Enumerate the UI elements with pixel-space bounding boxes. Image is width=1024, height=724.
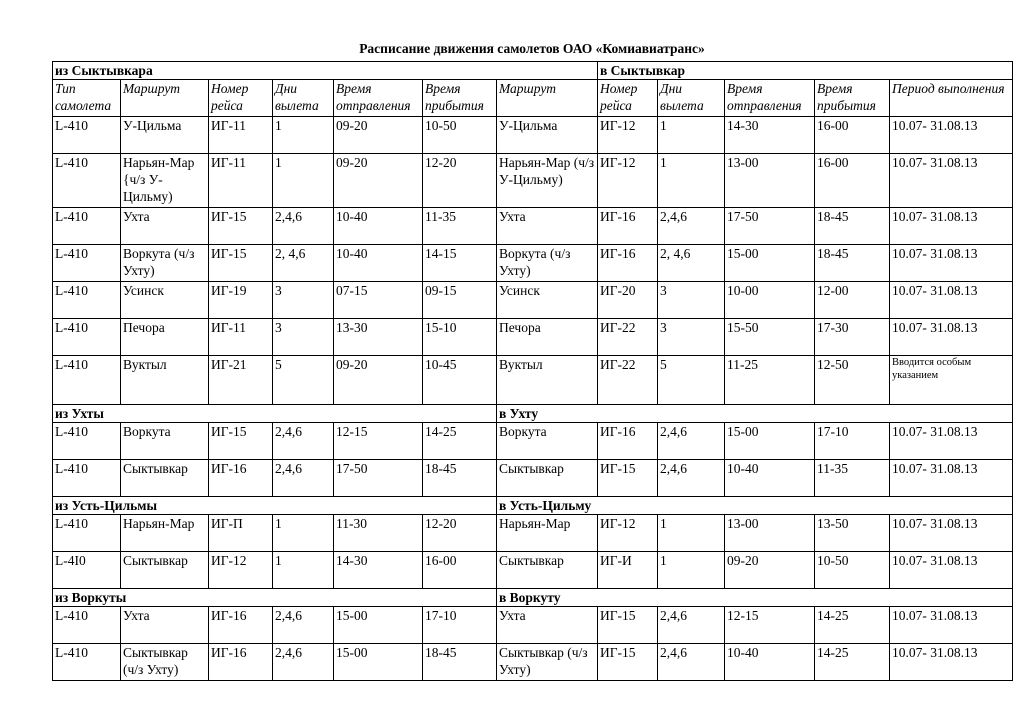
table-row bbox=[53, 319, 1013, 356]
days-cell: 5 bbox=[273, 356, 334, 405]
flight-number-cell: ИГ-19 bbox=[209, 282, 273, 319]
section-header-row bbox=[53, 405, 1013, 423]
return-departure-time-cell: 14-30 bbox=[725, 117, 815, 154]
aircraft-type-cell: L-410 bbox=[53, 208, 121, 245]
departure-time-cell: 17-50 bbox=[334, 460, 423, 497]
arrival-time-cell: 17-10 bbox=[423, 607, 497, 644]
arrival-time-cell: 11-35 bbox=[423, 208, 497, 245]
return-flight-number-cell: ИГ-И bbox=[598, 552, 658, 589]
days-cell: 3 bbox=[273, 282, 334, 319]
flight-number-cell: ИГ-16 bbox=[209, 607, 273, 644]
table-row bbox=[53, 208, 1013, 245]
aircraft-type-cell: L-410 bbox=[53, 117, 121, 154]
return-days-cell: 1 bbox=[658, 515, 725, 552]
section-to-label: в Усть-Цильму bbox=[497, 497, 1013, 515]
days-cell: 1 bbox=[273, 552, 334, 589]
return-route-cell: Воркута (ч/з Ухту) bbox=[497, 245, 598, 282]
return-route-cell: Нарьян-Мар (ч/з У-Цильму) bbox=[497, 154, 598, 208]
route-cell: Воркута (ч/з Ухту) bbox=[121, 245, 209, 282]
return-flight-number-cell: ИГ-12 bbox=[598, 515, 658, 552]
period-cell: 10.07- 31.08.13 bbox=[890, 644, 1013, 681]
column-header: Время отправления bbox=[725, 80, 815, 117]
flight-number-cell: ИГ-12 bbox=[209, 552, 273, 589]
section-from-label: из Усть-Цильмы bbox=[53, 497, 497, 515]
return-departure-time-cell: 10-40 bbox=[725, 644, 815, 681]
arrival-time-cell: 12-20 bbox=[423, 515, 497, 552]
return-route-cell: Сыктывкар bbox=[497, 460, 598, 497]
table-row bbox=[53, 245, 1013, 282]
flight-number-cell: ИГ-15 bbox=[209, 423, 273, 460]
return-route-cell: Ухта bbox=[497, 607, 598, 644]
return-days-cell: 2, 4,6 bbox=[658, 245, 725, 282]
flight-number-cell: ИГ-15 bbox=[209, 245, 273, 282]
return-arrival-time-cell: 14-25 bbox=[815, 644, 890, 681]
route-cell: У-Цильма bbox=[121, 117, 209, 154]
arrival-time-cell: 14-15 bbox=[423, 245, 497, 282]
aircraft-type-cell: L-410 bbox=[53, 607, 121, 644]
return-flight-number-cell: ИГ-15 bbox=[598, 460, 658, 497]
days-cell: 3 bbox=[273, 319, 334, 356]
return-days-cell: 2,4,6 bbox=[658, 644, 725, 681]
column-header: Номер рейса bbox=[209, 80, 273, 117]
period-cell: 10.07- 31.08.13 bbox=[890, 607, 1013, 644]
return-arrival-time-cell: 10-50 bbox=[815, 552, 890, 589]
return-departure-time-cell: 15-00 bbox=[725, 423, 815, 460]
period-cell: 10.07- 31.08.13 bbox=[890, 245, 1013, 282]
flight-number-cell: ИГ-11 bbox=[209, 117, 273, 154]
period-cell: 10.07- 31.08.13 bbox=[890, 423, 1013, 460]
return-arrival-time-cell: 17-10 bbox=[815, 423, 890, 460]
period-cell: 10.07- 31.08.13 bbox=[890, 319, 1013, 356]
table-row bbox=[53, 644, 1013, 681]
aircraft-type-cell: L-410 bbox=[53, 154, 121, 208]
return-days-cell: 2,4,6 bbox=[658, 423, 725, 460]
departure-time-cell: 12-15 bbox=[334, 423, 423, 460]
column-header: Номер рейса bbox=[598, 80, 658, 117]
return-route-cell: Сыктывкар bbox=[497, 552, 598, 589]
return-departure-time-cell: 12-15 bbox=[725, 607, 815, 644]
return-route-cell: Вуктыл bbox=[497, 356, 598, 405]
arrival-time-cell: 15-10 bbox=[423, 319, 497, 356]
arrival-time-cell: 10-45 bbox=[423, 356, 497, 405]
arrival-time-cell: 18-45 bbox=[423, 460, 497, 497]
column-header: Время прибытия bbox=[423, 80, 497, 117]
return-route-cell: У-Цильма bbox=[497, 117, 598, 154]
aircraft-type-cell: L-410 bbox=[53, 282, 121, 319]
days-cell: 2,4,6 bbox=[273, 460, 334, 497]
aircraft-type-cell: L-410 bbox=[53, 515, 121, 552]
flight-number-cell: ИГ-11 bbox=[209, 319, 273, 356]
route-cell: Ухта bbox=[121, 208, 209, 245]
return-arrival-time-cell: 13-50 bbox=[815, 515, 890, 552]
arrival-time-cell: 10-50 bbox=[423, 117, 497, 154]
return-flight-number-cell: ИГ-22 bbox=[598, 319, 658, 356]
return-departure-time-cell: 10-00 bbox=[725, 282, 815, 319]
return-flight-number-cell: ИГ-12 bbox=[598, 154, 658, 208]
departure-time-cell: 09-20 bbox=[334, 117, 423, 154]
period-cell: 10.07- 31.08.13 bbox=[890, 552, 1013, 589]
period-cell: Вводится особым указанием bbox=[890, 356, 1013, 405]
days-cell: 1 bbox=[273, 117, 334, 154]
column-header: Время прибытия bbox=[815, 80, 890, 117]
flight-number-cell: ИГ-16 bbox=[209, 460, 273, 497]
column-header: Тип самолета bbox=[53, 80, 121, 117]
aircraft-type-cell: L-410 bbox=[53, 423, 121, 460]
departure-time-cell: 10-40 bbox=[334, 208, 423, 245]
table-row bbox=[53, 117, 1013, 154]
route-cell: Воркута bbox=[121, 423, 209, 460]
return-route-cell: Печора bbox=[497, 319, 598, 356]
return-flight-number-cell: ИГ-15 bbox=[598, 607, 658, 644]
departure-time-cell: 07-15 bbox=[334, 282, 423, 319]
return-flight-number-cell: ИГ-12 bbox=[598, 117, 658, 154]
route-cell: Сыктывкар bbox=[121, 460, 209, 497]
aircraft-type-cell: L-410 bbox=[53, 460, 121, 497]
table-row bbox=[53, 356, 1013, 405]
days-cell: 2, 4,6 bbox=[273, 245, 334, 282]
return-arrival-time-cell: 11-35 bbox=[815, 460, 890, 497]
section-header-row bbox=[53, 589, 1013, 607]
table-row bbox=[53, 460, 1013, 497]
flight-number-cell: ИГ-16 bbox=[209, 644, 273, 681]
period-cell: 10.07- 31.08.13 bbox=[890, 282, 1013, 319]
return-arrival-time-cell: 18-45 bbox=[815, 245, 890, 282]
return-flight-number-cell: ИГ-22 bbox=[598, 356, 658, 405]
column-header: Маршрут bbox=[121, 80, 209, 117]
column-header: Маршрут bbox=[497, 80, 598, 117]
period-cell: 10.07- 31.08.13 bbox=[890, 117, 1013, 154]
return-flight-number-cell: ИГ-16 bbox=[598, 208, 658, 245]
column-header: Период выполнения bbox=[890, 80, 1013, 117]
arrival-time-cell: 16-00 bbox=[423, 552, 497, 589]
days-cell: 2,4,6 bbox=[273, 423, 334, 460]
departure-time-cell: 13-30 bbox=[334, 319, 423, 356]
aircraft-type-cell: L-4I0 bbox=[53, 552, 121, 589]
section-header-row bbox=[53, 497, 1013, 515]
table-row bbox=[53, 154, 1013, 208]
period-cell: 10.07- 31.08.13 bbox=[890, 208, 1013, 245]
column-header: Дни вылета bbox=[658, 80, 725, 117]
section-to-label: в Сыктывкар bbox=[598, 62, 1013, 80]
flight-number-cell: ИГ-П bbox=[209, 515, 273, 552]
route-cell: Нарьян-Мар bbox=[121, 515, 209, 552]
flight-number-cell: ИГ-21 bbox=[209, 356, 273, 405]
return-flight-number-cell: ИГ-15 bbox=[598, 644, 658, 681]
column-header-row bbox=[53, 80, 1013, 117]
return-flight-number-cell: ИГ-20 bbox=[598, 282, 658, 319]
return-route-cell: Воркута bbox=[497, 423, 598, 460]
departure-time-cell: 14-30 bbox=[334, 552, 423, 589]
return-days-cell: 5 bbox=[658, 356, 725, 405]
route-cell: Вуктыл bbox=[121, 356, 209, 405]
return-arrival-time-cell: 16-00 bbox=[815, 154, 890, 208]
return-route-cell: Ухта bbox=[497, 208, 598, 245]
flight-number-cell: ИГ-11 bbox=[209, 154, 273, 208]
days-cell: 1 bbox=[273, 515, 334, 552]
days-cell: 2,4,6 bbox=[273, 607, 334, 644]
days-cell: 1 bbox=[273, 154, 334, 208]
return-arrival-time-cell: 17-30 bbox=[815, 319, 890, 356]
aircraft-type-cell: L-410 bbox=[53, 356, 121, 405]
return-days-cell: 1 bbox=[658, 154, 725, 208]
departure-time-cell: 09-20 bbox=[334, 154, 423, 208]
document-title: Расписание движения самолетов ОАО «Комиавиатранс» bbox=[359, 41, 705, 56]
return-departure-time-cell: 15-00 bbox=[725, 245, 815, 282]
column-header: Время отправления bbox=[334, 80, 423, 117]
return-arrival-time-cell: 18-45 bbox=[815, 208, 890, 245]
return-route-cell: Сыктывкар (ч/з Ухту) bbox=[497, 644, 598, 681]
section-to-label: в Ухту bbox=[497, 405, 1013, 423]
route-cell: Нарьян-Мар {ч/з У-Цильму) bbox=[121, 154, 209, 208]
return-departure-time-cell: 17-50 bbox=[725, 208, 815, 245]
column-header: Дни вылета bbox=[273, 80, 334, 117]
return-route-cell: Усинск bbox=[497, 282, 598, 319]
schedule-table bbox=[52, 61, 1013, 681]
route-cell: Сыктывкар (ч/з Ухту) bbox=[121, 644, 209, 681]
departure-time-cell: 11-30 bbox=[334, 515, 423, 552]
return-flight-number-cell: ИГ-16 bbox=[598, 423, 658, 460]
table-row bbox=[53, 282, 1013, 319]
period-cell: 10.07- 31.08.13 bbox=[890, 515, 1013, 552]
section-header-row bbox=[53, 62, 1013, 80]
departure-time-cell: 15-00 bbox=[334, 607, 423, 644]
route-cell: Усинск bbox=[121, 282, 209, 319]
section-to-label: в Воркуту bbox=[497, 589, 1013, 607]
return-arrival-time-cell: 14-25 bbox=[815, 607, 890, 644]
return-departure-time-cell: 09-20 bbox=[725, 552, 815, 589]
return-departure-time-cell: 15-50 bbox=[725, 319, 815, 356]
return-days-cell: 2,4,6 bbox=[658, 208, 725, 245]
arrival-time-cell: 14-25 bbox=[423, 423, 497, 460]
table-row bbox=[53, 423, 1013, 460]
return-arrival-time-cell: 12-50 bbox=[815, 356, 890, 405]
return-departure-time-cell: 11-25 bbox=[725, 356, 815, 405]
return-route-cell: Нарьян-Мар bbox=[497, 515, 598, 552]
departure-time-cell: 09-20 bbox=[334, 356, 423, 405]
table-row bbox=[53, 515, 1013, 552]
table-row bbox=[53, 552, 1013, 589]
schedule-body bbox=[53, 62, 1013, 681]
days-cell: 2,4,6 bbox=[273, 208, 334, 245]
days-cell: 2,4,6 bbox=[273, 644, 334, 681]
return-departure-time-cell: 13-00 bbox=[725, 154, 815, 208]
section-from-label: из Воркуты bbox=[53, 589, 497, 607]
aircraft-type-cell: L-410 bbox=[53, 319, 121, 356]
period-cell: 10.07- 31.08.13 bbox=[890, 154, 1013, 208]
return-days-cell: 1 bbox=[658, 117, 725, 154]
return-departure-time-cell: 13-00 bbox=[725, 515, 815, 552]
aircraft-type-cell: L-410 bbox=[53, 644, 121, 681]
return-days-cell: 1 bbox=[658, 552, 725, 589]
return-days-cell: 2,4,6 bbox=[658, 607, 725, 644]
return-departure-time-cell: 10-40 bbox=[725, 460, 815, 497]
arrival-time-cell: 12-20 bbox=[423, 154, 497, 208]
route-cell: Сыктывкар bbox=[121, 552, 209, 589]
return-days-cell: 3 bbox=[658, 319, 725, 356]
departure-time-cell: 10-40 bbox=[334, 245, 423, 282]
arrival-time-cell: 09-15 bbox=[423, 282, 497, 319]
period-cell: 10.07- 31.08.13 bbox=[890, 460, 1013, 497]
return-flight-number-cell: ИГ-16 bbox=[598, 245, 658, 282]
table-row bbox=[53, 607, 1013, 644]
flight-number-cell: ИГ-15 bbox=[209, 208, 273, 245]
return-arrival-time-cell: 16-00 bbox=[815, 117, 890, 154]
route-cell: Печора bbox=[121, 319, 209, 356]
return-arrival-time-cell: 12-00 bbox=[815, 282, 890, 319]
return-days-cell: 3 bbox=[658, 282, 725, 319]
departure-time-cell: 15-00 bbox=[334, 644, 423, 681]
return-days-cell: 2,4,6 bbox=[658, 460, 725, 497]
aircraft-type-cell: L-410 bbox=[53, 245, 121, 282]
route-cell: Ухта bbox=[121, 607, 209, 644]
section-from-label: из Сыктывкара bbox=[53, 62, 598, 80]
section-from-label: из Ухты bbox=[53, 405, 497, 423]
arrival-time-cell: 18-45 bbox=[423, 644, 497, 681]
